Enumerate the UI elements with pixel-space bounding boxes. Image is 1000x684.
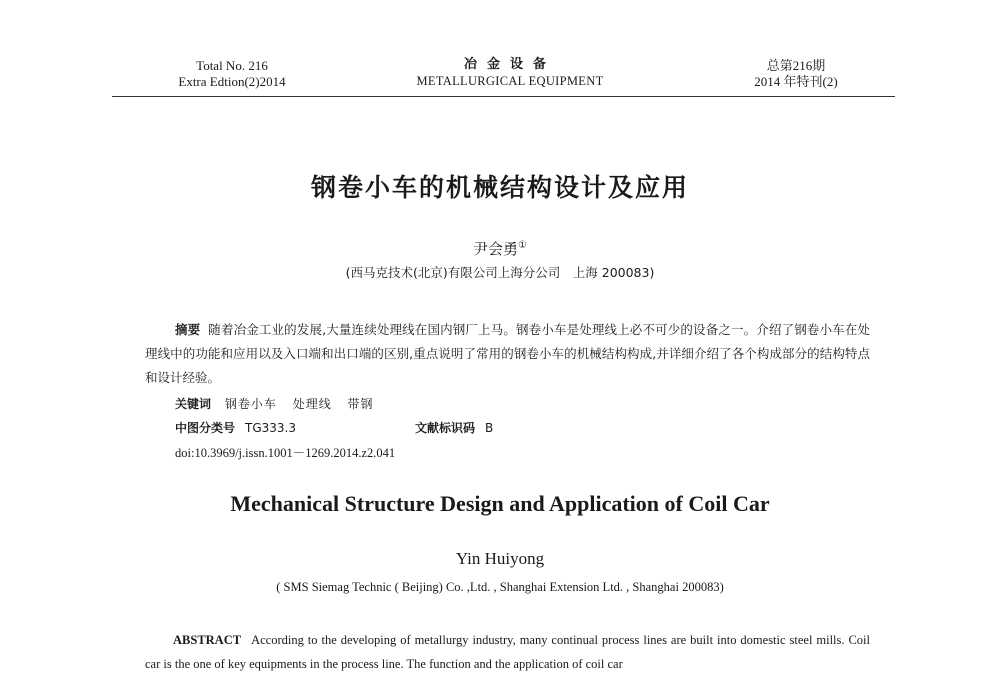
journal-name: [380, 56, 640, 90]
author-cn-name: 尹会勇: [473, 240, 519, 258]
author-footnote-marker: ①: [518, 240, 527, 251]
author-en: Yin Huiyong: [455, 549, 545, 568]
keyword-item: 带钢: [347, 397, 374, 411]
keyword-item: 处理线: [292, 397, 332, 411]
total-number: Total No. 216: [196, 58, 268, 73]
paper-title-cn: 钢卷小车的机械结构设计及应用: [310, 173, 689, 202]
keywords-label: 关键词: [175, 397, 212, 411]
journal-name-en: METALLURGICAL EQUIPMENT: [416, 74, 604, 88]
clc-value: TG333.3: [245, 421, 296, 435]
paper-title-en: Mechanical Structure Design and Application of Coil Car: [230, 491, 770, 516]
header-divider: [112, 96, 895, 97]
document-code-label: 文献标识码: [415, 421, 476, 435]
abstract-en-text: According to the developing of metallurgy industry, many continual process lines are built into domestic steel mills. Coil car is the one of key equipments in the process line. The function and the application of coil car: [145, 633, 870, 671]
total-number-cn: 总第216期: [766, 58, 826, 73]
document-code-value: B: [485, 421, 494, 435]
abstract-cn-label: 摘要: [175, 322, 201, 337]
doi: doi:10.3969/j.issn.1001－1269.2014.z2.041: [175, 446, 396, 460]
extra-edition: Extra Edtion(2)2014: [178, 74, 286, 89]
clc-label: 中图分类号: [175, 421, 236, 435]
keyword-item: 钢卷小车: [224, 397, 277, 411]
abstract-en: [145, 628, 870, 676]
abstract-cn: [145, 318, 870, 390]
keywords-row: [175, 395, 386, 412]
abstract-cn-text: 随着冶金工业的发展,大量连续处理线在国内钢厂上马。钢卷小车是处理线上必不可少的设备之一。介绍了钢卷小车在处理线中的功能和应用以及入口端和出口端的区别,重点说明了常用的钢卷小车的机械结构构成,并详细介绍了各个构成部分的结构特点和设计经验。: [145, 322, 870, 385]
document-code: [415, 419, 493, 436]
journal-issue-info: [132, 58, 332, 90]
affiliation-en: ( SMS Siemag Technic ( Beijing) Co. ,Ltd. , Shanghai Extension Ltd. , Shanghai 200083): [276, 580, 724, 594]
journal-name-cn: 冶金设备: [463, 57, 556, 72]
journal-issue-info-cn: [716, 58, 876, 90]
special-issue-cn: 2014 年特刊(2): [754, 74, 838, 89]
author-cn: [0, 238, 1000, 259]
classification-row: [175, 419, 494, 436]
affiliation-cn: (西马克技术(北京)有限公司上海分公司 上海 200083): [345, 265, 655, 280]
abstract-en-label: ABSTRACT: [173, 633, 242, 647]
